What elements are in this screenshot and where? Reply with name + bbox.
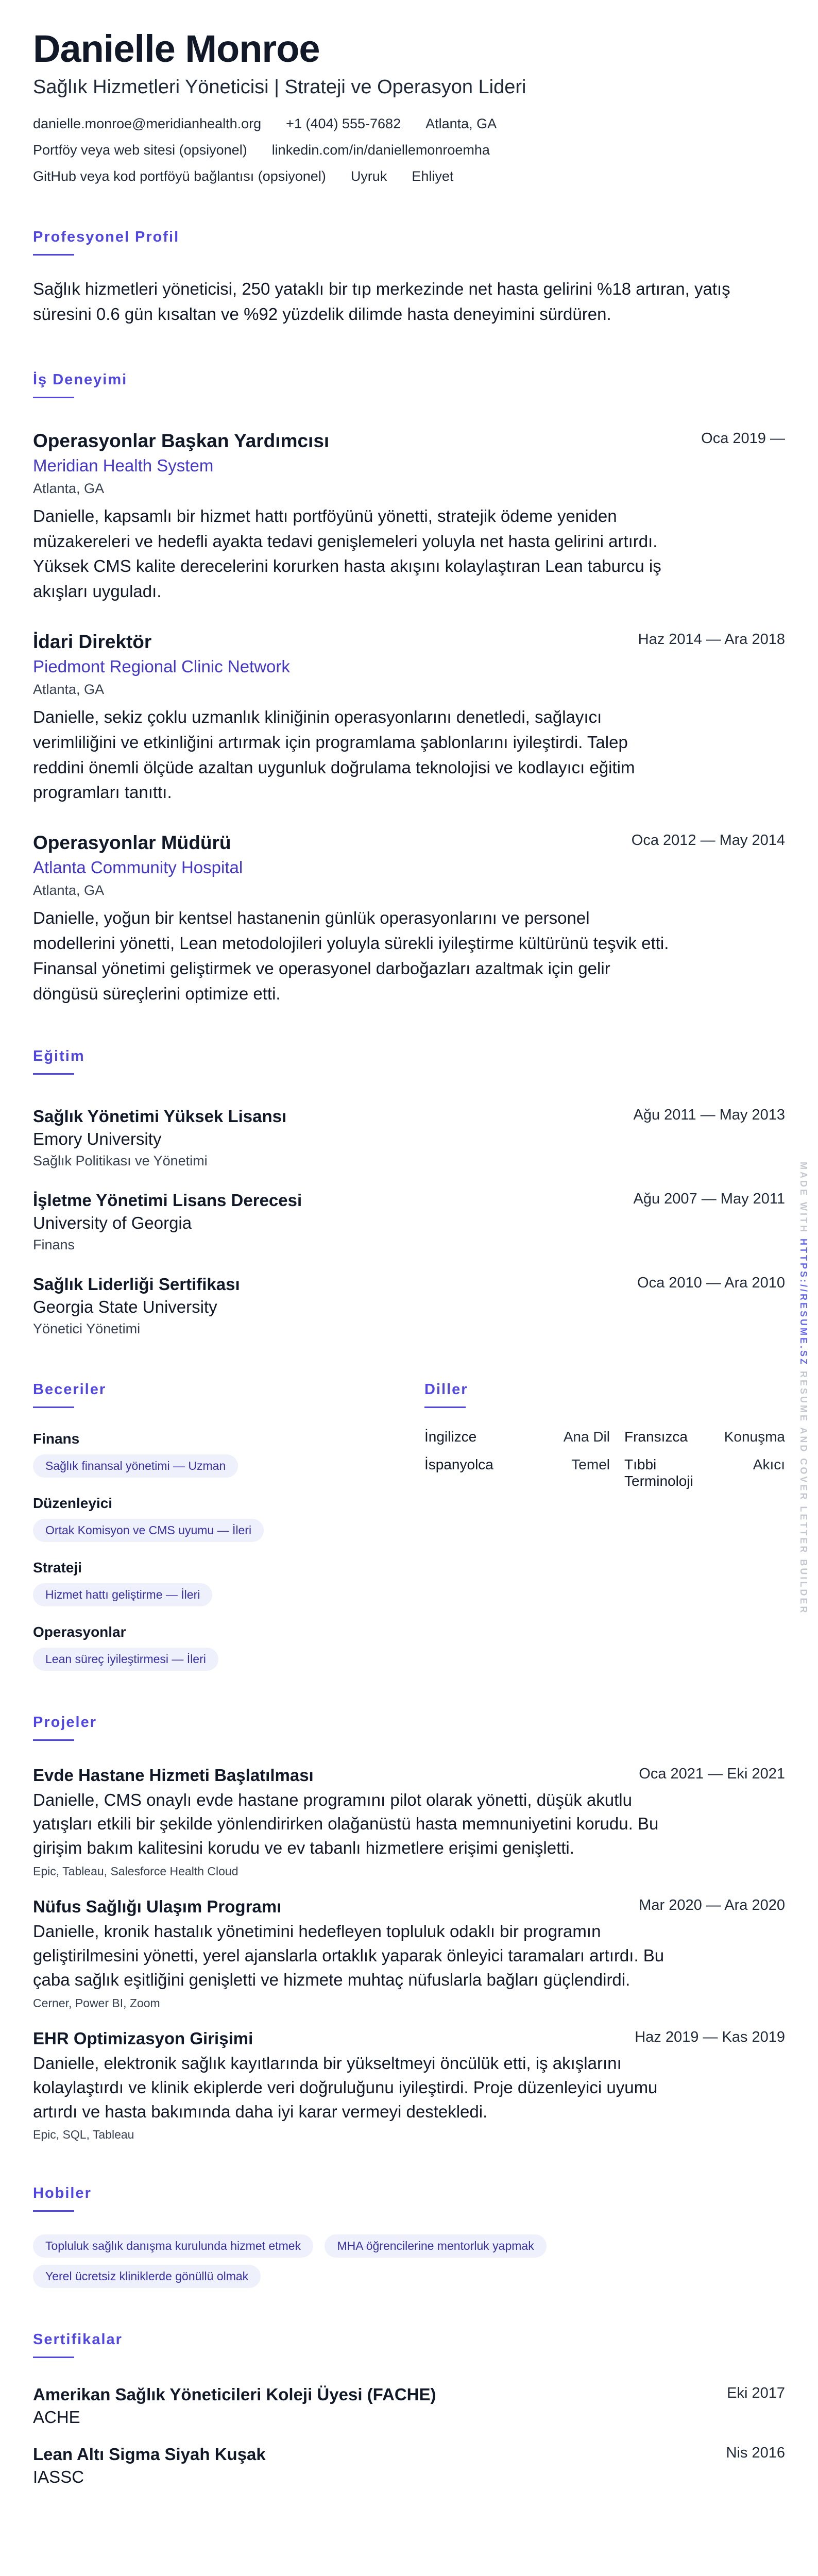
section-rule <box>33 1073 74 1075</box>
job-description: Danielle, kapsamlı bir hizmet hattı portföyünü yönetti, stratejik ödeme yeniden müzakereleri ve hedefli ayakta tedavi genişlemeleri yoluyla net hasta gelirini artırdı. Yüksek CMS kalite derecelerini korurken hasta akışını kolaylaştıran Lean taburcu iş akışları uyguladı. <box>33 506 661 601</box>
skill-chip: Lean süreç iyileştirmesi — İleri <box>33 1648 218 1671</box>
education-dates: Ağu 2007 — May 2011 <box>633 1190 785 1207</box>
skills-languages-row <box>33 1381 785 1671</box>
education-section <box>33 1048 785 1337</box>
experience-entry <box>33 430 785 604</box>
skill-group-label: Düzenleyici <box>33 1495 113 1511</box>
skill-chip: Ortak Komisyon ve CMS uyumu — İleri <box>33 1519 264 1542</box>
skill-chip: Hizmet hattı geliştirme — İleri <box>33 1583 212 1606</box>
job-location: Atlanta, GA <box>33 883 105 899</box>
project-title: Evde Hastane Hizmeti Başlatılması <box>33 1765 314 1785</box>
github-link[interactable]: GitHub veya kod portföyü bağlantısı (opsiyonel) <box>33 168 326 184</box>
section-rule <box>33 2357 74 2358</box>
section-title-experience: İş Deneyimi <box>33 371 128 388</box>
certification-entry <box>33 2445 785 2487</box>
project-tech: Epic, Tableau, Salesforce Health Cloud <box>33 1865 238 1878</box>
skills-section <box>33 1381 424 1671</box>
hobby-chip: Topluluk sağlık danışma kurulunda hizmet etmek <box>33 2234 313 2258</box>
job-org[interactable]: Piedmont Regional Clinic Network <box>33 657 290 676</box>
job-org[interactable]: Meridian Health System <box>33 455 214 475</box>
project-tech: Cerner, Power BI, Zoom <box>33 1996 160 2010</box>
language-name: İngilizce <box>424 1428 477 1445</box>
headline: Sağlık Hizmetleri Yöneticisi | Strateji ve Operasyon Lideri <box>33 76 526 98</box>
nationality: Uyruk <box>350 168 387 184</box>
project-entry <box>33 2029 785 2142</box>
location: Atlanta, GA <box>425 115 497 131</box>
language-level: Akıcı <box>753 1456 785 1472</box>
skill-group <box>33 1624 424 1671</box>
certification-issuer: IASSC <box>33 2467 84 2487</box>
section-title-certifications: Sertifikalar <box>33 2331 123 2348</box>
made-with-watermark <box>798 1162 809 1615</box>
certification-name: Lean Altı Sigma Siyah Kuşak <box>33 2445 266 2464</box>
skill-group <box>33 1560 424 1606</box>
candidate-name: Danielle Monroe <box>33 27 320 70</box>
skill-group-label: Finans <box>33 1430 80 1447</box>
section-rule <box>33 1739 74 1741</box>
hobby-chips <box>33 2227 651 2288</box>
certification-entry <box>33 2385 785 2427</box>
job-description: Danielle, yoğun bir kentsel hastanenin günlük operasyonlarını ve personel modellerini yönetti, Lean metodolojileri yoluyla sürekli iyileştirme kültürünü teşvik etti. Finansal yönetimi geliştirmek ve operasyonel darboğazları azaltmak için gelir döngüsü süreçlerini optimize etti. <box>33 908 669 1003</box>
project-dates: Mar 2020 — Ara 2020 <box>639 1897 785 1914</box>
job-dates: Oca 2012 — May 2014 <box>631 832 785 849</box>
project-description: Danielle, kronik hastalık yönetimini hedefleyen topluluk odaklı bir programın geliştirilmesini yönetti, yerel ajanslarla ortaklık yaparak önleyici taramaları artırdı. Bu çaba sağlık eşitliğini genişletti ve hizmete muhtaç nüfuslarla bağları güçlendirdi. <box>33 1922 664 1989</box>
language-level: Temel <box>571 1456 610 1472</box>
email-link[interactable]: danielle.monroe@meridianhealth.org <box>33 115 262 131</box>
skill-group-label: Strateji <box>33 1559 82 1575</box>
job-location: Atlanta, GA <box>33 480 105 496</box>
job-title: Operasyonlar Başkan Yardımcısı <box>33 430 330 451</box>
skill-chip: Sağlık finansal yönetimi — Uzman <box>33 1454 238 1478</box>
project-tech: Epic, SQL, Tableau <box>33 2128 134 2142</box>
project-description: Danielle, elektronik sağlık kayıtlarında bir yükseltmeyi öncülük etti, iş akışlarını kolaylaştırdı ve klinik ekiplerde veri doğruluğunu iyileştirdi. Proje düzenleyici uyumu artırdı ve hasta bakımında daha iyi karar vermeyi destekledi. <box>33 2053 658 2121</box>
phone-link[interactable]: +1 (404) 555-7682 <box>286 115 401 131</box>
job-location: Atlanta, GA <box>33 682 105 697</box>
project-dates: Haz 2019 — Kas 2019 <box>635 2028 785 2045</box>
project-entry <box>33 1897 785 2010</box>
hobbies-section <box>33 2185 785 2288</box>
section-rule <box>424 1406 466 1408</box>
skill-group <box>33 1431 424 1478</box>
portfolio-link[interactable]: Portföy veya web sitesi (opsiyonel) <box>33 142 247 158</box>
section-title-hobbies: Hobiler <box>33 2185 92 2202</box>
field-of-study: Sağlık Politikası ve Yönetimi <box>33 1153 208 1168</box>
license: Ehliyet <box>412 168 454 184</box>
project-title: Nüfus Sağlığı Ulaşım Programı <box>33 1897 282 1917</box>
language-level: Konuşma <box>724 1428 785 1445</box>
certification-name: Amerikan Sağlık Yöneticileri Koleji Üyesi (FACHE) <box>33 2385 436 2404</box>
contact-row-1 <box>33 116 785 132</box>
job-org[interactable]: Atlanta Community Hospital <box>33 858 243 877</box>
section-title-education: Eğitim <box>33 1047 85 1064</box>
linkedin-link[interactable]: linkedin.com/in/daniellemonroemha <box>271 142 490 158</box>
languages-section <box>424 1381 785 1671</box>
field-of-study: Yönetici Yönetimi <box>33 1320 141 1336</box>
education-dates: Oca 2010 — Ara 2010 <box>637 1274 785 1291</box>
project-description: Danielle, CMS onaylı evde hastane programını pilot olarak yönetti, düşük akutlu yatışları etkili bir şekilde yönlendirirken olağanüstü hasta memnuniyetini korudu. Bu girişim bakım kalitesini korudu ve ev tabanlı hizmetlere erişimi genişletti. <box>33 1790 659 1858</box>
watermark-link[interactable]: HTTPS://RESUME.SZ <box>798 1239 809 1367</box>
contact-row-3 <box>33 168 785 184</box>
certification-date: Nis 2016 <box>726 2445 785 2462</box>
school: University of Georgia <box>33 1213 192 1232</box>
section-rule <box>33 254 74 256</box>
experience-entry <box>33 832 785 1006</box>
section-title-languages: Diller <box>424 1381 468 1398</box>
languages-table <box>424 1429 785 1489</box>
skill-group <box>33 1495 424 1542</box>
watermark-suffix: RESUME AND COVER LETTER BUILDER <box>798 1371 809 1615</box>
projects-section <box>33 1714 785 2142</box>
certification-issuer: ACHE <box>33 2408 80 2427</box>
watermark-prefix: MADE WITH <box>798 1162 809 1234</box>
language-name: İspanyolca <box>424 1456 493 1472</box>
experience-entry <box>33 631 785 805</box>
hobby-chip: Yerel ücretsiz kliniklerde gönüllü olmak <box>33 2265 261 2288</box>
profile-section <box>33 229 785 327</box>
skill-group-label: Operasyonlar <box>33 1623 126 1640</box>
school: Georgia State University <box>33 1297 217 1316</box>
degree: Sağlık Yönetimi Yüksek Lisansı <box>33 1106 287 1126</box>
certification-date: Eki 2017 <box>727 2385 785 2402</box>
field-of-study: Finans <box>33 1236 75 1252</box>
school: Emory University <box>33 1129 162 1148</box>
section-rule <box>33 2210 74 2212</box>
degree: İşletme Yönetimi Lisans Derecesi <box>33 1190 302 1210</box>
hobby-chip: MHA öğrencilerine mentorluk yapmak <box>325 2234 546 2258</box>
language-level: Ana Dil <box>563 1428 610 1445</box>
job-title: Operasyonlar Müdürü <box>33 832 231 854</box>
contact-row-2 <box>33 142 785 158</box>
project-entry <box>33 1766 785 1879</box>
section-title-skills: Beceriler <box>33 1381 107 1398</box>
resume-page <box>33 29 785 2487</box>
language-name: Tıbbi Terminoloji <box>624 1456 693 1489</box>
project-dates: Oca 2021 — Eki 2021 <box>639 1765 785 1782</box>
job-description: Danielle, sekiz çoklu uzmanlık kliniğinin operasyonlarını denetledi, sağlayıcı verimliliğini ve etkinliğini artırmak için programlama şablonlarını iyileştirdi. Talep reddini önemli ölçüde azaltan uygunluk doğrulama teknolojisi ve kodlayıcı eğitim programları tanıttı. <box>33 707 635 802</box>
certifications-section <box>33 2331 785 2487</box>
section-title-profile: Profesyonel Profil <box>33 228 180 245</box>
job-title: İdari Direktör <box>33 631 152 652</box>
profile-summary: Sağlık hizmetleri yöneticisi, 250 yataklı bir tıp merkezinde net hasta gelirini %18 artıran, yatış süresini 0.6 gün kısaltan ve %92 yüzdelik dilimde hasta deneyimini sürdüren. <box>33 279 730 324</box>
education-entry <box>33 1275 785 1337</box>
section-rule <box>33 1406 74 1408</box>
job-dates: Haz 2014 — Ara 2018 <box>638 631 785 648</box>
language-name: Fransızca <box>624 1428 688 1445</box>
project-title: EHR Optimizasyon Girişimi <box>33 2028 253 2048</box>
education-entry <box>33 1191 785 1253</box>
education-entry <box>33 1107 785 1169</box>
section-rule <box>33 397 74 398</box>
degree: Sağlık Liderliği Sertifikası <box>33 1274 240 1294</box>
education-dates: Ağu 2011 — May 2013 <box>633 1106 785 1123</box>
experience-section <box>33 371 785 1007</box>
job-dates: Oca 2019 — <box>701 430 785 447</box>
section-title-projects: Projeler <box>33 1714 97 1731</box>
